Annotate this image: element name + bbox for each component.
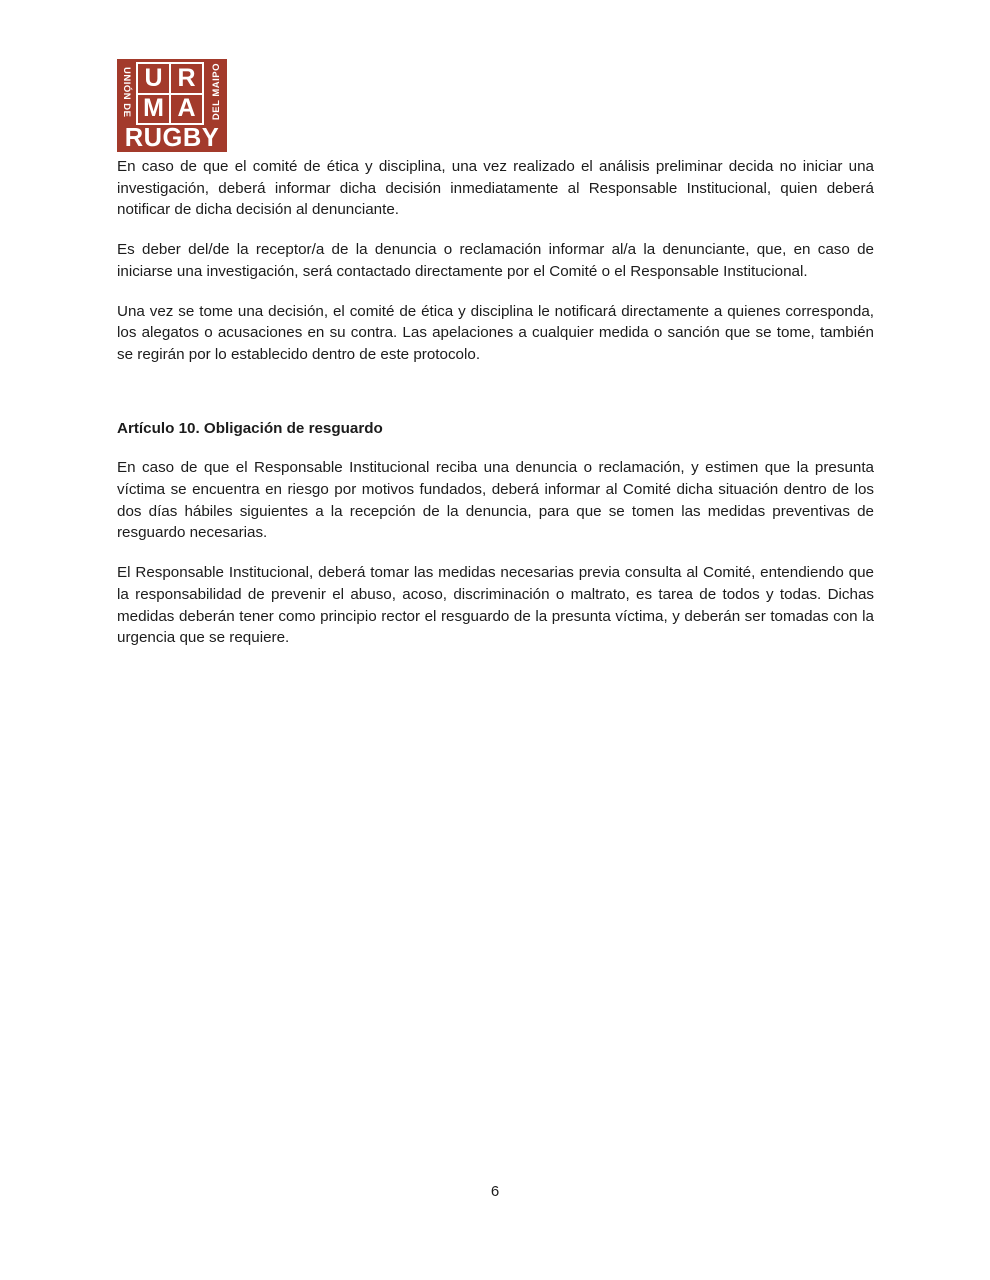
logo-upper-block bbox=[117, 59, 227, 125]
paragraph: En caso de que el Responsable Institucional reciba una denuncia o reclamación, y estimen que la presunta víctima se encuentra en riesgo por motivos fundados, deberá informar al Comité dicha situación dentro de los dos días hábiles siguientes a la recepción de la denuncia, para que se tomen las medidas preventivas de resguardo necesarias. bbox=[117, 459, 874, 542]
logo-tile-a: A bbox=[171, 95, 202, 124]
logo-tile-r: R bbox=[171, 64, 202, 93]
paragraph: En caso de que el comité de ética y disciplina, una vez realizado el análisis preliminar decida no iniciar una investigación, deberá informar dicha decisión inmediatamente al Responsable Institucional, quien deberá notificar de dicha decisión al denunciante. bbox=[117, 158, 874, 219]
logo-tile-m: M bbox=[138, 95, 169, 124]
paragraph: Una vez se tome una decisión, el comité de ética y disciplina le notificará directamente a quienes corresponda, los alegatos o acusaciones en su contra. Las apelaciones a cualquier medida o sanción que se tome, también se regirán por lo establecido dentro de este protocolo. bbox=[117, 302, 874, 363]
logo-side-text-left bbox=[117, 59, 136, 125]
document-body bbox=[117, 156, 874, 667]
paragraph: El Responsable Institucional, deberá tomar las medidas necesarias previa consulta al Comité, entendiendo que la responsabilidad de prevenir el abuso, acoso, discriminación o maltrato, es tarea de todos y todas. Dichas medidas deberán tener como principio rector el resguardo de la presunta víctima, y deberán ser tomadas con la urgencia que se requiere. bbox=[117, 564, 874, 647]
paragraph: Es deber del/de la receptor/a de la denuncia o reclamación informar al/a la denunciante, que, en caso de iniciarse una investigación, será contactado directamente por el Comité o el Responsable Institucional. bbox=[117, 241, 874, 280]
logo-side-text-right bbox=[205, 59, 227, 125]
logo-del-maipo-label: DEL MAIPO bbox=[210, 63, 222, 121]
logo-tile-u: U bbox=[138, 64, 169, 93]
logo-letter-grid bbox=[136, 62, 204, 125]
urma-rugby-logo bbox=[117, 59, 227, 152]
article-10-heading: Artículo 10. Obligación de resguardo bbox=[117, 419, 383, 437]
logo-rugby-wordmark: RUGBY bbox=[124, 124, 220, 152]
page-number: 6 bbox=[490, 1183, 500, 1200]
logo-union-de-label: UNIÓN DE bbox=[121, 66, 132, 118]
